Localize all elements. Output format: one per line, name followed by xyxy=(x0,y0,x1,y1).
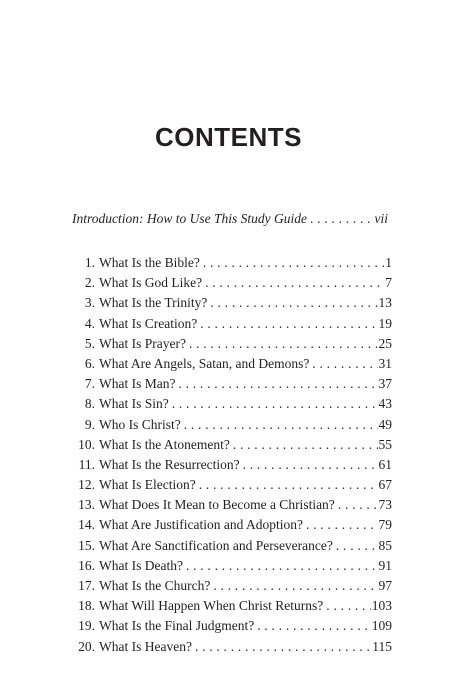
chapter-title: What Are Angels, Satan, and Demons? xyxy=(99,355,310,371)
chapter-number: 3. xyxy=(84,295,95,311)
dot-leader xyxy=(205,273,384,293)
chapter-page-number: 73 xyxy=(378,497,392,513)
chapter-page-number: 49 xyxy=(378,416,392,432)
chapter-number: 16. xyxy=(78,557,95,573)
chapter-number: 11. xyxy=(78,456,95,472)
dot-leader xyxy=(184,415,378,435)
chapter-page-number: 37 xyxy=(378,376,392,392)
chapter-number: 17. xyxy=(78,578,95,593)
chapter-title: What Is God Like? xyxy=(99,275,203,291)
dot-leader xyxy=(338,495,378,515)
toc-entry[interactable] xyxy=(72,293,392,313)
toc-entry[interactable] xyxy=(72,637,392,657)
toc-entry[interactable] xyxy=(72,334,392,354)
chapter-number: 5. xyxy=(84,335,95,351)
chapter-page-number: 7 xyxy=(385,275,392,291)
toc-entry[interactable] xyxy=(72,455,392,475)
chapter-number: 19. xyxy=(78,618,95,634)
chapter-page-number: 97 xyxy=(378,578,392,593)
chapter-title: What Is the Resurrection? xyxy=(99,456,240,472)
chapter-title: What Is Prayer? xyxy=(99,335,186,351)
dot-leader xyxy=(306,515,378,535)
dot-leader xyxy=(243,455,378,475)
toc-entry[interactable] xyxy=(72,253,392,273)
chapter-page-number: 31 xyxy=(378,355,392,371)
chapter-title: What Is Death? xyxy=(99,557,183,573)
chapter-number: 20. xyxy=(78,638,95,654)
chapter-page-number: 91 xyxy=(378,557,392,573)
introduction-page-number: vii xyxy=(374,211,388,226)
toc-entry[interactable] xyxy=(72,596,392,616)
toc-introduction-entry[interactable] xyxy=(72,210,388,228)
chapter-page-number: 103 xyxy=(371,598,392,614)
toc-entry[interactable] xyxy=(72,394,392,414)
chapter-title: What Is the Trinity? xyxy=(99,295,208,311)
dot-leader xyxy=(172,394,378,414)
dot-leader xyxy=(310,210,374,228)
toc-entry[interactable] xyxy=(72,435,392,455)
chapter-number: 2. xyxy=(84,275,95,291)
toc-entry[interactable] xyxy=(72,374,392,394)
chapter-number: 15. xyxy=(78,537,95,553)
chapter-title: What Is the Bible? xyxy=(99,255,200,270)
toc-entry[interactable] xyxy=(72,475,392,495)
chapter-title: What Is the Atonement? xyxy=(99,436,230,452)
toc-entry[interactable] xyxy=(72,354,392,374)
dot-leader xyxy=(336,536,378,556)
chapter-title: What Is Sin? xyxy=(99,396,169,412)
toc-entry[interactable] xyxy=(72,616,392,636)
chapter-title: What Does It Mean to Become a Christian? xyxy=(99,497,335,513)
chapter-page-number: 19 xyxy=(378,315,392,331)
dot-leader xyxy=(186,556,378,576)
dot-leader xyxy=(213,576,377,596)
chapter-title: What Are Sanctification and Perseverance? xyxy=(99,537,333,553)
dot-leader xyxy=(189,334,378,354)
dot-leader xyxy=(200,314,377,334)
chapter-title: Who Is Christ? xyxy=(99,416,181,432)
page-title: CONTENTS xyxy=(155,122,302,152)
chapter-page-number: 67 xyxy=(378,477,392,493)
chapter-number: 6. xyxy=(84,355,95,371)
chapter-title: What Will Happen When Christ Returns? xyxy=(99,598,324,614)
chapter-page-number: 109 xyxy=(371,618,392,634)
chapter-title: What Is Election? xyxy=(99,477,196,493)
table-of-contents-list xyxy=(72,253,392,657)
dot-leader xyxy=(178,374,377,394)
toc-entry[interactable] xyxy=(72,515,392,535)
chapter-number: 9. xyxy=(84,416,95,432)
chapter-number: 8. xyxy=(84,396,95,412)
chapter-page-number: 115 xyxy=(372,638,392,654)
chapter-title: What Is Creation? xyxy=(99,315,198,331)
toc-entry[interactable] xyxy=(72,536,392,556)
toc-entry[interactable] xyxy=(72,273,392,293)
chapter-page-number: 61 xyxy=(378,456,392,472)
toc-entry[interactable] xyxy=(72,556,392,576)
dot-leader xyxy=(257,616,371,636)
toc-entry[interactable] xyxy=(72,495,392,515)
chapter-title: What Are Justification and Adoption? xyxy=(99,517,303,533)
chapter-number: 12. xyxy=(78,477,95,493)
chapter-number: 14. xyxy=(78,517,95,533)
dot-leader xyxy=(326,596,370,616)
introduction-title: Introduction: How to Use This Study Guide xyxy=(72,211,307,226)
dot-leader xyxy=(210,293,377,313)
chapter-page-number: 85 xyxy=(378,537,392,553)
chapter-number: 1. xyxy=(84,255,95,270)
chapter-number: 18. xyxy=(78,598,95,614)
chapter-number: 7. xyxy=(84,376,95,392)
dot-leader xyxy=(195,637,371,657)
chapter-title: What Is the Church? xyxy=(99,578,211,593)
dot-leader xyxy=(203,253,384,273)
chapter-number: 13. xyxy=(78,497,95,513)
toc-entry[interactable] xyxy=(72,576,392,596)
chapter-page-number: 79 xyxy=(378,517,392,533)
dot-leader xyxy=(233,435,378,455)
chapter-page-number: 43 xyxy=(378,396,392,412)
chapter-page-number: 55 xyxy=(378,436,392,452)
chapter-number: 10. xyxy=(78,436,95,452)
chapter-page-number: 1 xyxy=(385,255,392,270)
chapter-title: What Is the Final Judgment? xyxy=(99,618,255,634)
chapter-number: 4. xyxy=(84,315,95,331)
dot-leader xyxy=(199,475,378,495)
dot-leader xyxy=(312,354,377,374)
chapter-page-number: 13 xyxy=(378,295,392,311)
toc-entry[interactable] xyxy=(72,314,392,334)
chapter-title: What Is Man? xyxy=(99,376,176,392)
chapter-title: What Is Heaven? xyxy=(99,638,192,654)
toc-entry[interactable] xyxy=(72,415,392,435)
chapter-page-number: 25 xyxy=(378,335,392,351)
